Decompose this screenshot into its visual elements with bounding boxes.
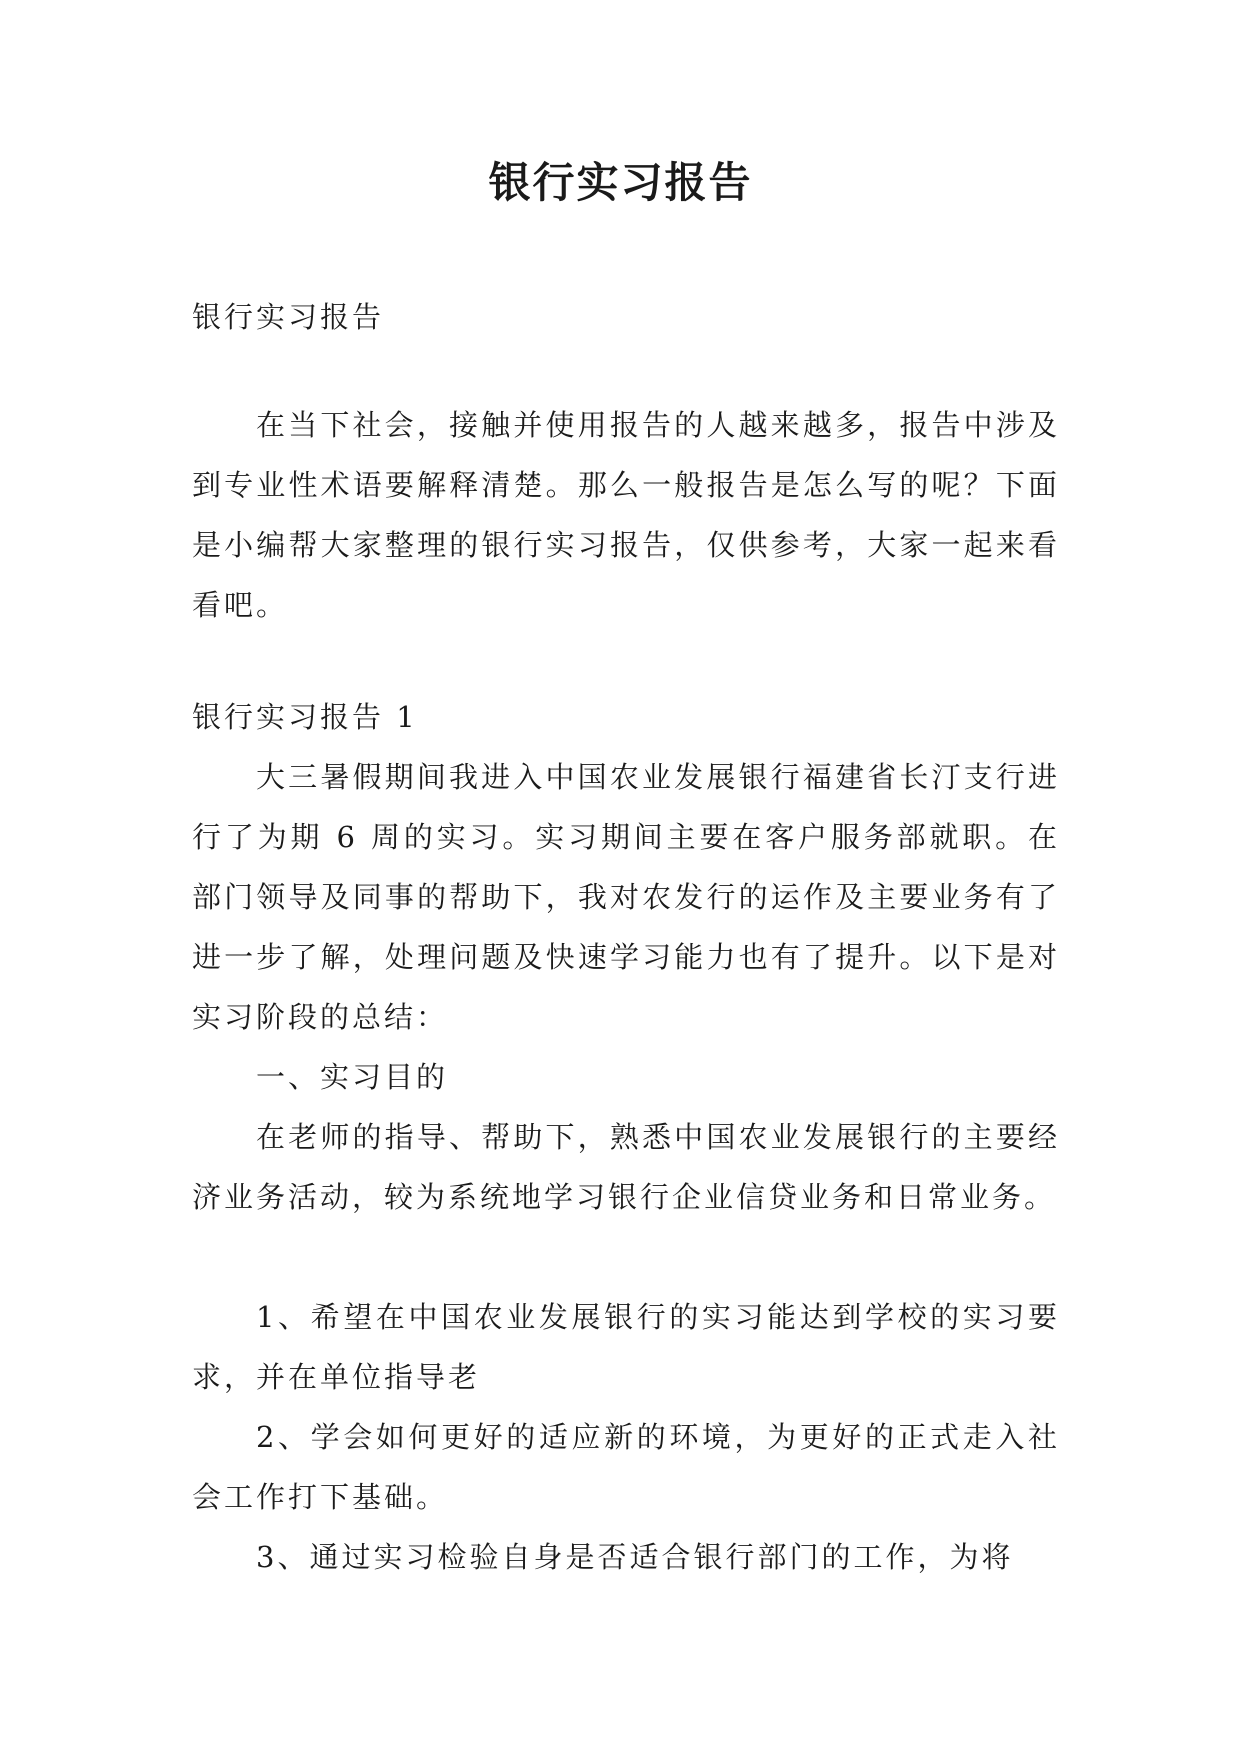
list-item: 2、学会如何更好的适应新的环境，为更好的正式走入社会工作打下基础。 — [192, 1420, 1060, 1514]
section-subheading: 一、实习目的 — [256, 1060, 449, 1094]
list-item: 3、通过实习检验自身是否适合银行部门的工作，为将 — [256, 1540, 1014, 1574]
intro-paragraph: 在当下社会，接触并使用报告的人越来越多，报告中涉及到专业性术语要解释清楚。那么一般报告是怎么写的呢？下面是小编帮大家整理的银行实习报告，仅供参考，大家一起来看看吧。 — [192, 408, 1060, 622]
body-paragraph: 在老师的指导、帮助下，熟悉中国农业发展银行的主要经济业务活动，较为系统地学习银行企业信贷业务和日常业务。 — [192, 1120, 1060, 1214]
section-heading: 银行实习报告 1 — [192, 700, 418, 734]
list-item: 1、希望在中国农业发展银行的实习能达到学校的实习要求，并在单位指导老 — [192, 1300, 1060, 1394]
document-title: 银行实习报告 — [488, 158, 753, 207]
body-paragraph: 大三暑假期间我进入中国农业发展银行福建省长汀支行进行了为期 6 周的实习。实习期间主要在客户服务部就职。在部门领导及同事的帮助下，我对农发行的运作及主要业务有了进一步了解，处理问题及快速学习能力也有了提升。以下是对实习阶段的总结： — [192, 760, 1060, 1034]
document-subtitle: 银行实习报告 — [192, 300, 385, 334]
